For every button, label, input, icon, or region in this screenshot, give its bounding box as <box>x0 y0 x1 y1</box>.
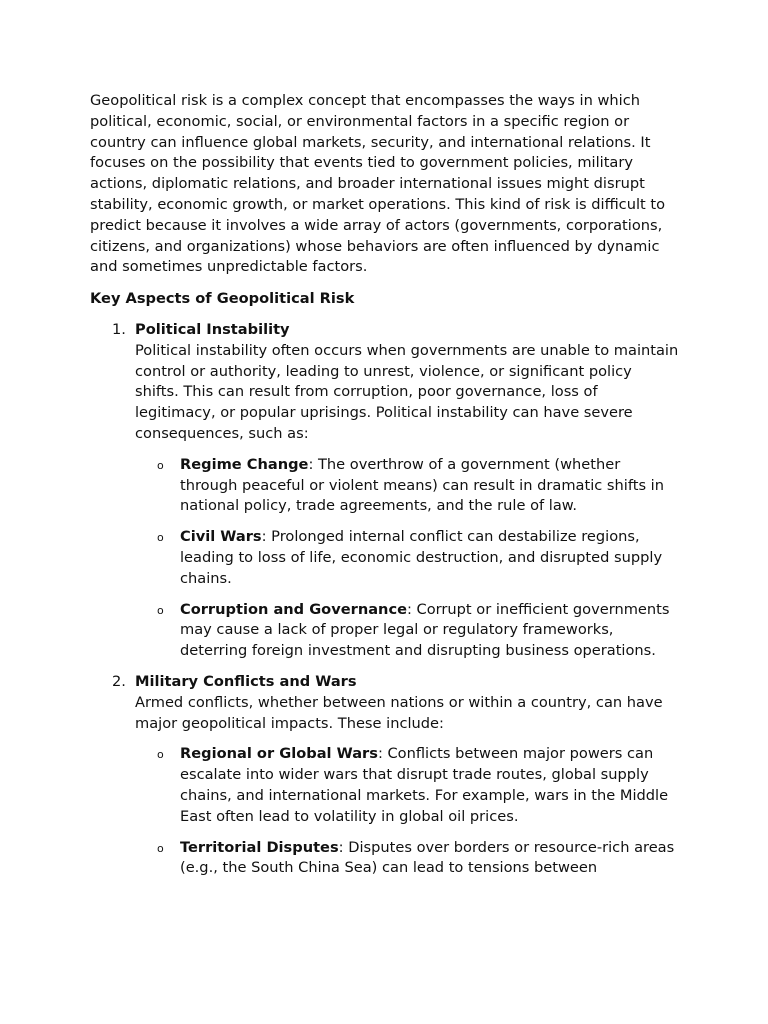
bullet-marker: o <box>157 748 164 762</box>
sub-item-text: : Conflicts between major powers can escalate into wider wars that disrupt trade routes, global supply chains, and international markets. For example, wars in the Middle East often lead to volatility in global oil prices. <box>180 745 669 825</box>
sub-item-regime-change <box>135 455 680 517</box>
sub-item-corruption-governance <box>135 600 680 662</box>
bullet-marker: o <box>157 841 164 855</box>
sub-item-civil-wars <box>135 527 680 589</box>
sub-item-title: Regional or Global Wars <box>180 745 378 763</box>
sub-item-text: : The overthrow of a government (whether through peaceful or violent means) can result in dramatic shifts in national policy, trade agreements, and the rule of law. <box>180 455 664 515</box>
sub-item-territorial-disputes <box>135 838 680 880</box>
list-item-military-conflicts <box>90 672 680 879</box>
sub-item-title: Corruption and Governance <box>180 600 407 618</box>
list-number: 1. <box>112 320 126 338</box>
bullet-marker: o <box>157 458 164 472</box>
sub-item-title: Civil Wars <box>180 528 262 546</box>
sub-item-text: : Disputes over borders or resource-rich areas (e.g., the South China Sea) can lead to tensions between <box>180 838 675 877</box>
sub-item-text: : Corrupt or inefficient governments may cause a lack of proper legal or regulatory frameworks, deterring foreign investment and disrupting business operations. <box>180 600 670 660</box>
sub-item-regional-global-wars <box>135 744 680 827</box>
list-number: 2. <box>112 672 126 690</box>
sub-item-title: Regime Change <box>180 455 309 473</box>
document-body <box>90 91 680 889</box>
intro-paragraph: Geopolitical risk is a complex concept that encompasses the ways in which political, economic, social, or environmental factors in a specific region or country can influence global markets, security, and international relations. It focuses on the possibility that events tied to government policies, military actions, diplomatic relations, and broader international issues might disrupt stability, economic growth, or market operations. This kind of risk is difficult to predict because it involves a wide array of actors (governments, corporations, citizens, and organizations) whose behaviors are often influenced by dynamic and sometimes unpredictable factors. <box>90 92 666 276</box>
sub-item-title: Territorial Disputes <box>180 838 339 856</box>
list-item-political-instability <box>90 320 680 662</box>
item-title: Political Instability <box>135 320 290 338</box>
item-body: Political instability often occurs when governments are unable to maintain control or authority, leading to unrest, violence, or significant policy shifts. This can result from corruption, poor governance, loss of legitimacy, or popular uprisings. Political instability can have severe consequences, such as: <box>135 341 679 442</box>
bullet-marker: o <box>157 603 164 617</box>
bullet-marker: o <box>157 531 164 545</box>
section-heading: Key Aspects of Geopolitical Risk <box>90 290 355 308</box>
item-body: Armed conflicts, whether between nations or within a country, can have major geopolitical impacts. These include: <box>135 693 663 732</box>
item-title: Military Conflicts and Wars <box>135 672 357 690</box>
sub-item-text: : Prolonged internal conflict can destabilize regions, leading to loss of life, economic destruction, and disrupted supply chains. <box>180 528 663 587</box>
